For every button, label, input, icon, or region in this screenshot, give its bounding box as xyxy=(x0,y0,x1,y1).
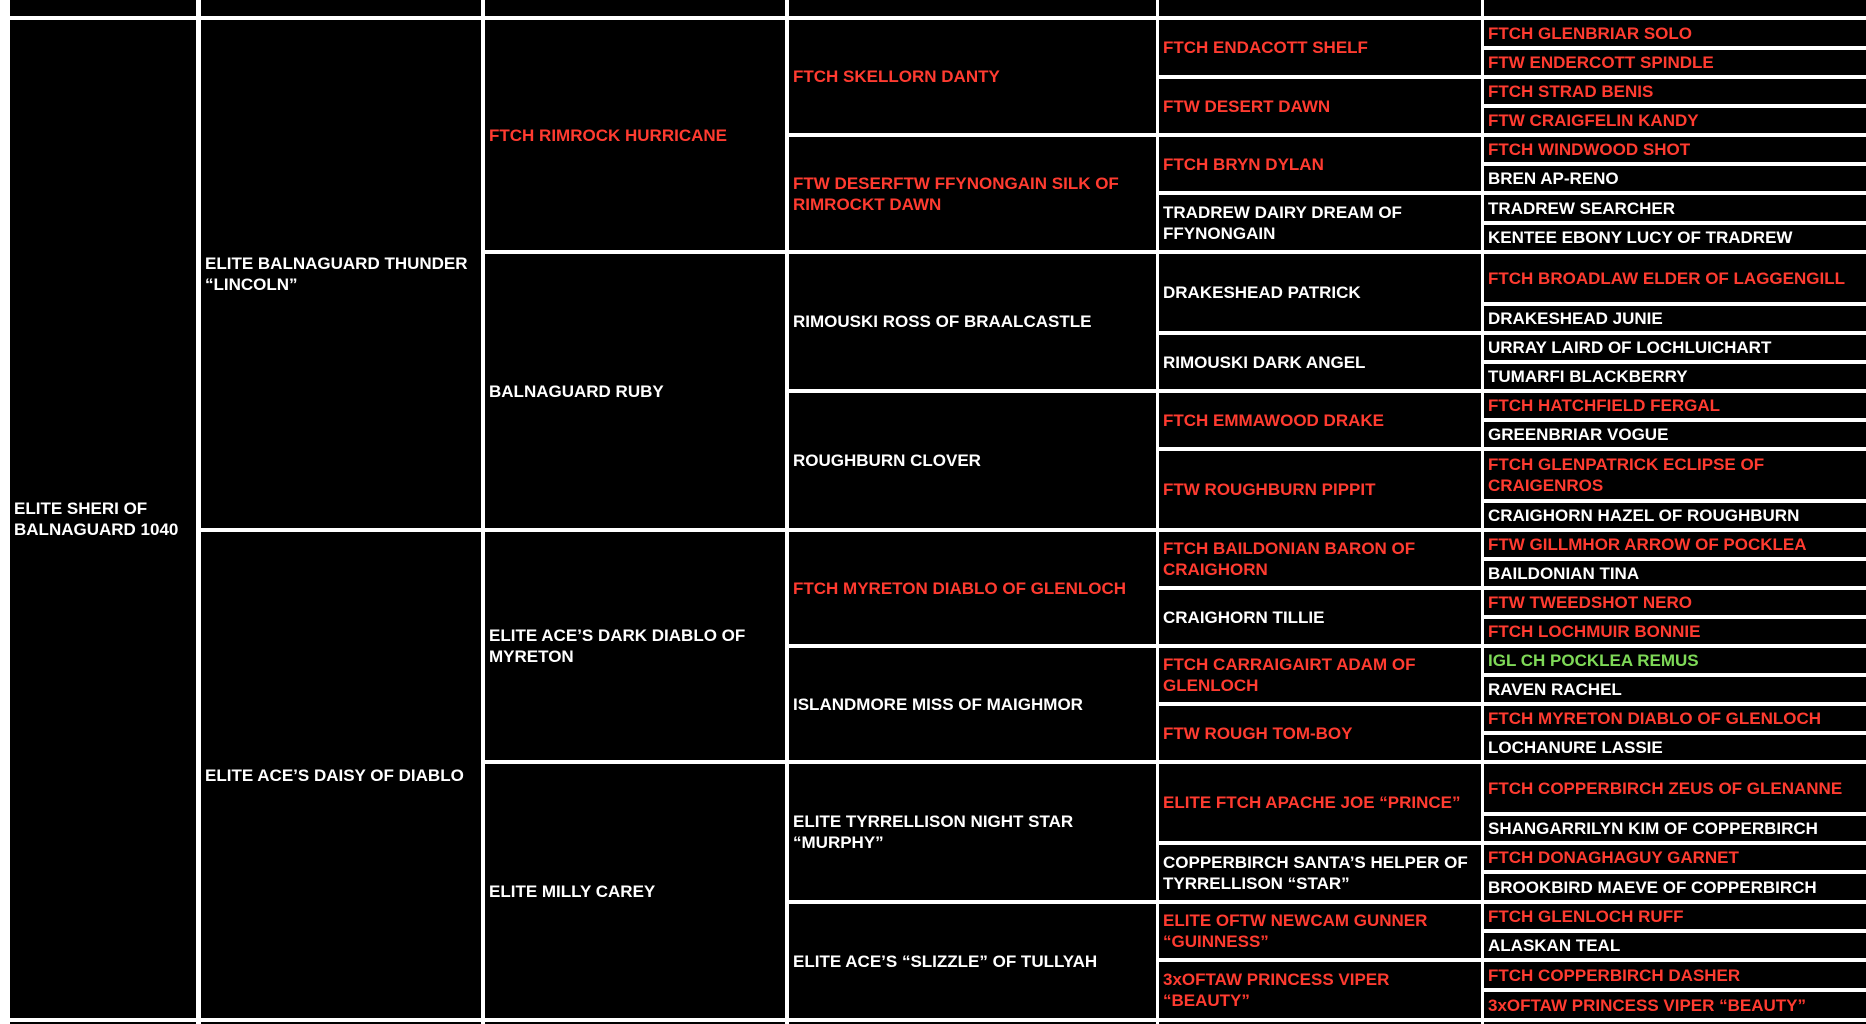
dog-name: FTCH GLENPATRICK ECLIPSE OF CRAIGENROS xyxy=(1488,455,1765,495)
gen4-ancestor-5 xyxy=(1159,335,1481,389)
dog-name: LOCHANURE LASSIE xyxy=(1488,738,1663,757)
dog-name: FTW DESERT DAWN xyxy=(1163,96,1331,116)
dog-name: FTCH EMMAWOOD DRAKE xyxy=(1163,410,1384,430)
dog-name: ELITE TYRRELLISON NIGHT STAR “MURPHY” xyxy=(793,812,1074,852)
gen5-ancestor-28 xyxy=(1484,904,1866,929)
dog-name: CRAIGHORN HAZEL OF ROUGHBURN xyxy=(1488,506,1800,525)
dog-name: FTCH WINDWOOD SHOT xyxy=(1488,140,1691,159)
gen4-ancestor-7 xyxy=(1159,451,1481,528)
gen5-ancestor-10 xyxy=(1484,335,1866,360)
dog-name: FTCH HATCHFIELD FERGAL xyxy=(1488,396,1720,415)
dog-name: ELITE ACE’S DAISY OF DIABLO xyxy=(205,765,464,785)
dog-name: 3xOFTAW PRINCESS VIPER “BEAUTY” xyxy=(1163,970,1390,1010)
dog-name: FTW ENDERCOTT SPINDLE xyxy=(1488,53,1714,72)
dog-name: FTW ROUGHBURN PIPPIT xyxy=(1163,480,1376,499)
gen4-ancestor-10 xyxy=(1159,648,1481,702)
gen5-ancestor-6 xyxy=(1484,195,1866,221)
dog-name: ELITE ACE’S DARK DIABLO OF MYRETON xyxy=(489,626,746,666)
dog-name: DRAKESHEAD JUNIE xyxy=(1488,309,1663,328)
dog-name: TRADREW SEARCHER xyxy=(1488,198,1675,218)
dog-name: ELITE FTCH APACHE JOE “PRINCE” xyxy=(1163,793,1461,812)
dog-name: FTCH BROADLAW ELDER OF LAGGENGILL xyxy=(1488,268,1845,288)
gen4-ancestor-15 xyxy=(1159,962,1481,1018)
gen5-ancestor-17 xyxy=(1484,561,1866,586)
gen5-ancestor-21 xyxy=(1484,677,1866,702)
great-grandparent-3 xyxy=(789,393,1156,528)
gen5-ancestor-5 xyxy=(1484,166,1866,191)
dog-name: BALNAGUARD RUBY xyxy=(489,381,664,401)
dog-name: FTCH CARRAIGAIRT ADAM OF GLENLOCH xyxy=(1163,655,1416,695)
dog-name: ISLANDMORE MISS OF MAIGHMOR xyxy=(793,694,1083,714)
gen5-ancestor-27 xyxy=(1484,874,1866,900)
dog-name: FTCH GLENBRIAR SOLO xyxy=(1488,23,1692,43)
dog-name: ELITE MILLY CAREY xyxy=(489,881,656,901)
gen4-ancestor-4 xyxy=(1159,254,1481,331)
dog-name: FTCH MYRETON DIABLO OF GLENLOCH xyxy=(1488,709,1822,728)
dog-name: FTCH BRYN DYLAN xyxy=(1163,154,1324,174)
gen5-ancestor-0 xyxy=(1484,20,1866,46)
dog-name: ELITE OFTW NEWCAM GUNNER “GUINNESS” xyxy=(1163,911,1428,951)
grandparent-1 xyxy=(485,254,785,528)
gen5-ancestor-31 xyxy=(1484,992,1866,1018)
dog-name: RIMOUSKI DARK ANGEL xyxy=(1163,352,1366,372)
gen5-ancestor-1 xyxy=(1484,50,1866,75)
great-grandparent-4 xyxy=(789,532,1156,644)
gen5-ancestor-8 xyxy=(1484,254,1866,302)
gen5-ancestor-2 xyxy=(1484,79,1866,104)
cutoff-top-cell xyxy=(201,0,481,16)
gen4-ancestor-12 xyxy=(1159,764,1481,841)
dog-name: FTW GILLMHOR ARROW OF POCKLEA xyxy=(1488,535,1807,554)
gen5-ancestor-14 xyxy=(1484,451,1866,499)
dog-name: BREN AP-RENO xyxy=(1488,169,1619,188)
dog-name: BAILDONIAN TINA xyxy=(1488,564,1640,583)
dog-name: ELITE ACE’S “SLIZZLE” OF TULLYAH xyxy=(793,951,1098,971)
dog-name: COPPERBIRCH SANTA’S HELPER OF TYRRELLISON “STAR” xyxy=(1163,852,1468,893)
gen5-ancestor-30 xyxy=(1484,962,1866,988)
gen5-ancestor-22 xyxy=(1484,706,1866,731)
dog-name: FTCH GLENLOCH RUFF xyxy=(1488,907,1684,926)
dog-name: URRAY LAIRD OF LOCHLUICHART xyxy=(1488,338,1772,357)
gen5-ancestor-13 xyxy=(1484,422,1866,447)
cutoff-top-cell xyxy=(789,0,1156,16)
gen5-ancestor-18 xyxy=(1484,590,1866,615)
great-grandparent-1 xyxy=(789,137,1156,250)
dog-name: BROOKBIRD MAEVE OF COPPERBIRCH xyxy=(1488,877,1817,897)
gen5-ancestor-12 xyxy=(1484,393,1866,418)
dog-name: FTW ROUGH TOM-BOY xyxy=(1163,723,1353,743)
cutoff-top-cell xyxy=(10,0,196,16)
parent-dam xyxy=(201,532,481,1018)
great-grandparent-6 xyxy=(789,764,1156,900)
parent-sire xyxy=(201,20,481,528)
grandparent-2 xyxy=(485,532,785,760)
gen4-ancestor-2 xyxy=(1159,137,1481,191)
dog-name: FTW DESERFTW FFYNONGAIN SILK OF RIMROCKT DAWN xyxy=(793,173,1119,214)
gen5-ancestor-3 xyxy=(1484,108,1866,133)
gen4-ancestor-1 xyxy=(1159,79,1481,133)
gen4-ancestor-0 xyxy=(1159,20,1481,75)
great-grandparent-2 xyxy=(789,254,1156,389)
dog-name: RIMOUSKI ROSS OF BRAALCASTLE xyxy=(793,312,1092,331)
cutoff-top-cell xyxy=(1159,0,1481,16)
gen5-ancestor-25 xyxy=(1484,816,1866,841)
dog-name: IGL CH POCKLEA REMUS xyxy=(1488,651,1699,670)
dog-name: TUMARFI BLACKBERRY xyxy=(1488,367,1688,386)
dog-name: FTW CRAIGFELIN KANDY xyxy=(1488,111,1699,130)
gen4-ancestor-11 xyxy=(1159,706,1481,760)
dog-name: FTCH BAILDONIAN BARON OF CRAIGHORN xyxy=(1163,539,1416,579)
gen5-ancestor-9 xyxy=(1484,306,1866,331)
dog-name: FTCH DONAGHAGUY GARNET xyxy=(1488,848,1739,867)
gen4-ancestor-9 xyxy=(1159,590,1481,644)
dog-name: KENTEE EBONY LUCY OF TRADREW xyxy=(1488,228,1793,247)
dog-name: FTW TWEEDSHOT NERO xyxy=(1488,593,1692,612)
gen5-ancestor-15 xyxy=(1484,503,1866,528)
dog-name: ROUGHBURN CLOVER xyxy=(793,451,981,470)
dog-name: 3xOFTAW PRINCESS VIPER “BEAUTY” xyxy=(1488,995,1807,1015)
gen4-ancestor-3 xyxy=(1159,195,1481,250)
dog-name: TRADREW DAIRY DREAM OF FFYNONGAIN xyxy=(1163,202,1402,243)
dog-name: SHANGARRILYN KIM OF COPPERBIRCH xyxy=(1488,819,1818,838)
gen5-ancestor-26 xyxy=(1484,845,1866,870)
dog-name: FTCH SKELLORN DANTY xyxy=(793,67,1000,86)
dog-name: FTCH MYRETON DIABLO OF GLENLOCH xyxy=(793,578,1127,598)
gen4-ancestor-13 xyxy=(1159,845,1481,900)
gen5-ancestor-4 xyxy=(1484,137,1866,162)
gen4-ancestor-6 xyxy=(1159,393,1481,447)
dog-name: CRAIGHORN TILLIE xyxy=(1163,607,1325,627)
dog-name: ELITE SHERI OF BALNAGUARD 1040 xyxy=(14,499,179,539)
cutoff-top-cell xyxy=(1484,0,1866,16)
cutoff-top-cell xyxy=(485,0,785,16)
dog-name: ELITE BALNAGUARD THUNDER “LINCOLN” xyxy=(205,254,468,294)
dog-name: GREENBRIAR VOGUE xyxy=(1488,425,1669,444)
gen4-ancestor-14 xyxy=(1159,904,1481,958)
great-grandparent-5 xyxy=(789,648,1156,760)
gen4-ancestor-8 xyxy=(1159,532,1481,586)
dog-name: FTCH RIMROCK HURRICANE xyxy=(489,125,727,145)
gen5-ancestor-24 xyxy=(1484,764,1866,812)
dog-name: DRAKESHEAD PATRICK xyxy=(1163,283,1361,302)
dog-name: FTCH LOCHMUIR BONNIE xyxy=(1488,622,1701,641)
gen5-ancestor-20 xyxy=(1484,648,1866,673)
dog-name: FTCH COPPERBIRCH DASHER xyxy=(1488,965,1741,985)
dog-name: FTCH STRAD BENIS xyxy=(1488,82,1654,101)
gen5-ancestor-16 xyxy=(1484,532,1866,557)
grandparent-0 xyxy=(485,20,785,250)
dog-name: FTCH COPPERBIRCH ZEUS OF GLENANNE xyxy=(1488,778,1843,798)
gen5-ancestor-29 xyxy=(1484,933,1866,958)
dog-name: ALASKAN TEAL xyxy=(1488,936,1621,955)
subject-dog xyxy=(10,20,196,1018)
gen5-ancestor-19 xyxy=(1484,619,1866,644)
grandparent-3 xyxy=(485,764,785,1018)
great-grandparent-7 xyxy=(789,904,1156,1018)
gen5-ancestor-23 xyxy=(1484,735,1866,760)
dog-name: RAVEN RACHEL xyxy=(1488,680,1622,699)
dog-name: FTCH ENDACOTT SHELF xyxy=(1163,38,1368,57)
great-grandparent-0 xyxy=(789,20,1156,133)
gen5-ancestor-11 xyxy=(1484,364,1866,389)
gen5-ancestor-7 xyxy=(1484,225,1866,250)
